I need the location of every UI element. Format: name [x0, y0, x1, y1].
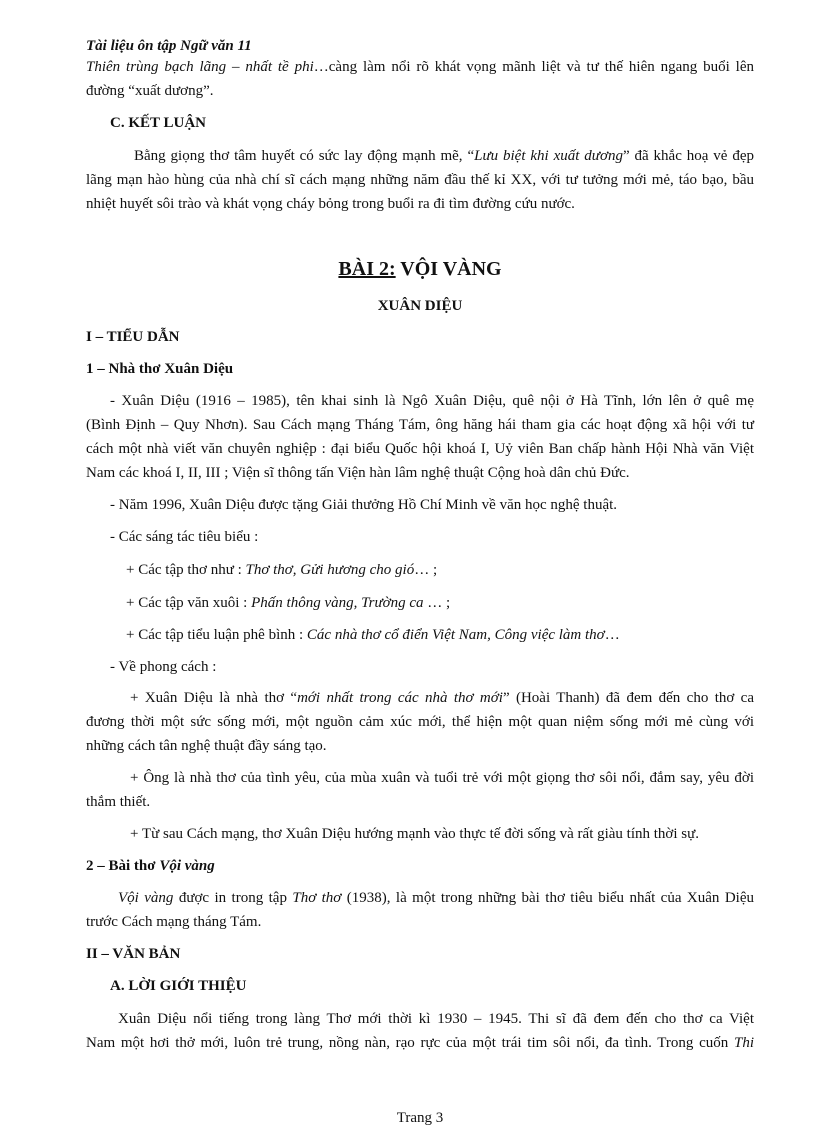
- style-c-line: + Từ sau Cách mạng, thơ Xuân Diệu hướng mạnh vào thực tế đời sống và rất giàu tính thời sự.: [130, 826, 700, 842]
- conclusion-poem-title: Lưu biệt khi xuất dương: [474, 148, 623, 164]
- style-a-line-1: + Xuân Diệu là nhà thơ “mới nhất trong các nhà thơ mới” (Hoài Thanh) đã đem đến cho thơ ca: [130, 690, 754, 706]
- intro-italic-quote: Thiên trùng bạch lãng – nhất tề phi: [86, 59, 314, 75]
- conclusion-line-1: Bằng giọng thơ tâm huyết có sức lay động mạnh mẽ, “Lưu biệt khi xuất dương” đã khắc hoạ vẻ đẹp: [134, 148, 754, 164]
- conclusion-line-2: lãng mạn hào hùng của nhà chí sĩ cách mạng những năm đầu thế kỉ XX, với tư tưởng mới mẻ, táo bạo, bầu: [86, 172, 754, 188]
- poem-intro-line-1: Vội vàng được in trong tập Thơ thơ (1938), là một trong những bài thơ tiêu biểu nhất của Xuân Diệu: [118, 890, 754, 906]
- bio-line-3: cách một nhà viết văn chuyên nghiệp : đại biểu Quốc hội khoá I, Uỷ viên Ban chấp hành Hội Nhà văn Việt: [86, 441, 754, 457]
- conclusion-line-3: nhiệt huyết sôi trào và khát vọng cháy bỏng trong buổi ra đi tìm đường cứu nước.: [86, 196, 575, 212]
- style-b-line-2: thắm thiết.: [86, 794, 151, 810]
- introduction-line-2: Nam một hơi thở mới, luôn trẻ trung, nồng nàn, rạo rực của một trái tim sôi nổi, đa tình. Trong cuốn Thi: [86, 1035, 754, 1051]
- introduction-heading: A. LỜI GIỚI THIỆU: [110, 978, 247, 994]
- section-2-heading: II – VĂN BẢN: [86, 946, 181, 962]
- bio-line-4: Nam các khoá I, II, III ; Viện sĩ thông tấn Viện hàn lâm nghệ thuật Cộng hoà dân chủ Đức.: [86, 465, 630, 481]
- award-line: - Năm 1996, Xuân Diệu được tặng Giải thưởng Hồ Chí Minh về văn học nghệ thuật.: [110, 497, 618, 513]
- intro-line-2: đường “xuất dương”.: [86, 83, 214, 99]
- works-line: - Các sáng tác tiêu biểu :: [110, 529, 259, 545]
- intro-line-1: [86, 57, 754, 78]
- style-a-line-2: đương thời một sức sống mới, một nguồn cảm xúc mới, thể hiện một quan niệm sống mới mẻ cùng với: [86, 714, 754, 730]
- page-number: Trang 3: [396, 1110, 444, 1126]
- intro-text: …càng làm nổi rõ khát vọng mãnh liệt và tư thế hiên ngang buổi lên: [313, 59, 754, 75]
- bio-line-2: (Bình Định – Quy Nhơn). Sau Cách mạng Tháng Tám, ông hăng hái tham gia các hoạt động xã hội với tư: [86, 417, 754, 433]
- style-a-line-3: những cách tân nghệ thuật đầy sáng tạo.: [86, 738, 327, 754]
- subsection-poem-heading: 2 – Bài thơ Vội vàng: [86, 858, 215, 874]
- works-prose: + Các tập văn xuôi : Phấn thông vàng, Trường ca … ;: [126, 595, 451, 611]
- lesson-name: VỘI VÀNG: [395, 258, 502, 280]
- introduction-line-1: Xuân Diệu nổi tiếng trong làng Thơ mới thời kì 1930 – 1945. Thi sĩ đã đem đến cho thơ ca Việt: [118, 1011, 754, 1027]
- style-b-line-1: + Ông là nhà thơ của tình yêu, của mùa xuân và tuổi trẻ với một giọng thơ sôi nổi, đắm say, yêu đời: [130, 770, 754, 786]
- subsection-poet-heading: 1 – Nhà thơ Xuân Diệu: [86, 361, 234, 377]
- document-header: Tài liệu ôn tập Ngữ văn 11: [86, 38, 252, 54]
- poem-intro-line-2: trước Cách mạng tháng Tám.: [86, 914, 262, 930]
- lesson-author: XUÂN DIỆU: [377, 298, 463, 314]
- works-criticism: + Các tập tiểu luận phê bình : Các nhà thơ cổ điển Việt Nam, Công việc làm thơ…: [126, 627, 620, 643]
- conclusion-heading: C. KẾT LUẬN: [110, 115, 206, 131]
- style-line: - Về phong cách :: [110, 659, 217, 675]
- bio-line-1: - Xuân Diệu (1916 – 1985), tên khai sinh là Ngô Xuân Diệu, quê nội ở Hà Tĩnh, lớn lên ở quê mẹ: [110, 393, 754, 409]
- works-poetry: + Các tập thơ như : Thơ thơ, Gửi hương cho gió… ;: [126, 562, 438, 578]
- section-1-heading: I – TIỂU DẪN: [86, 329, 180, 345]
- lesson-title: [86, 257, 754, 281]
- lesson-number: BÀI 2:: [338, 258, 396, 280]
